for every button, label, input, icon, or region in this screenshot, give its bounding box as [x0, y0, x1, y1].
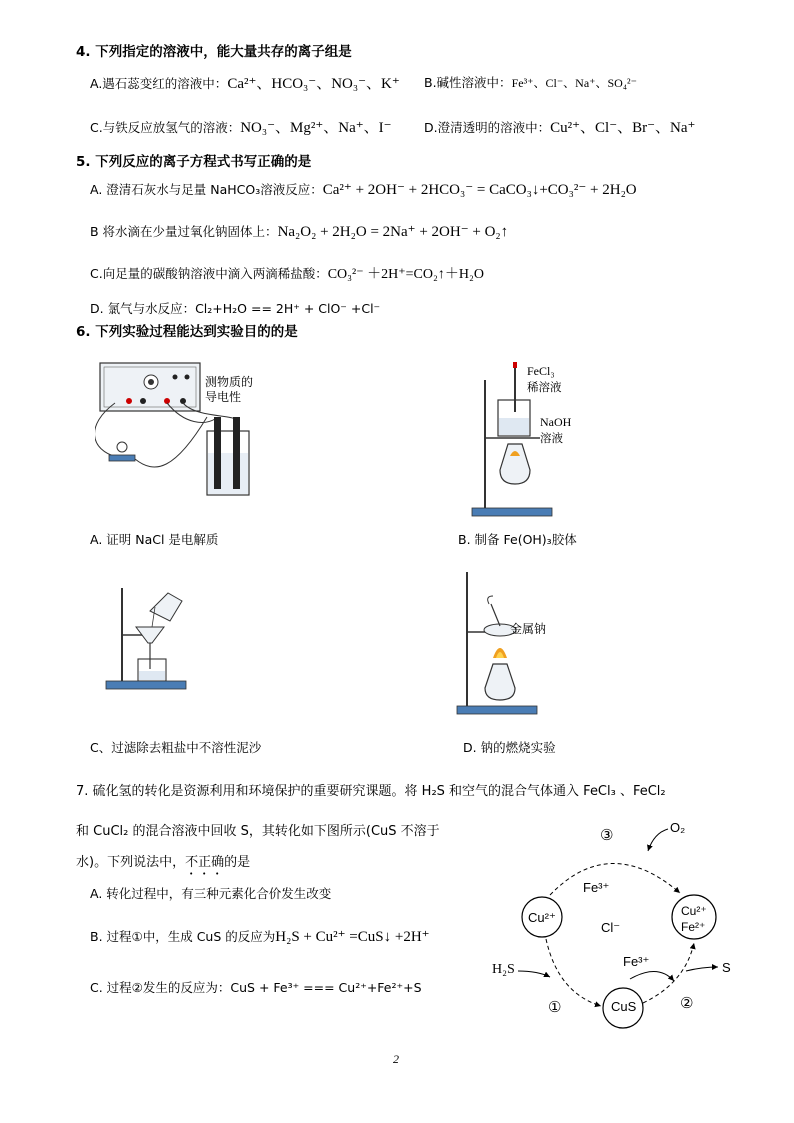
- q4-b-label: B.碱性溶液中：: [424, 75, 512, 90]
- diagram-o2: O₂: [670, 820, 686, 835]
- q4-d-label: D.澄清透明的溶液中：: [424, 120, 551, 135]
- fig-a-label-line1: 测物质的: [205, 375, 254, 389]
- q4-b-formula: Fe³⁺、Cl⁻、Na⁺、SO₄²⁻: [511, 76, 637, 90]
- fig-b-label-fecl3: FeCl₃: [527, 364, 555, 378]
- q7-stem-line3-pre: 水)。下列说法中，: [76, 855, 186, 870]
- q4-option-c: [90, 116, 392, 137]
- q7-stem-emphasis: 不正确: [185, 855, 225, 870]
- q5-option-a: [90, 180, 637, 199]
- q7-option-c: C. 过程②发生的反应为：CuS + Fe³⁺ === Cu²⁺+Fe²⁺+S: [90, 980, 422, 995]
- diagram-step-3: ③: [600, 826, 614, 844]
- q4-c-label: C.与铁反应放氢气的溶液：: [90, 120, 241, 135]
- fig-a-label-line2: 导电性: [205, 390, 242, 404]
- q5-a-label: A. 澄清石灰水与足量 NaHCO₃溶液反应：: [90, 182, 323, 197]
- q5-c-formula: CO₃²⁻ ＋2H⁺=CO₂↑＋H₂O: [327, 267, 484, 282]
- q4-option-d: [424, 116, 695, 137]
- q7-option-b: [90, 927, 430, 946]
- diagram-step-1: ①: [548, 998, 562, 1016]
- page-number: 2: [393, 1052, 399, 1066]
- h2s-arrow: [518, 971, 550, 977]
- diagram-h2s: H₂S: [492, 962, 515, 977]
- q6-caption-c: C、过滤除去粗盐中不溶性泥沙: [90, 740, 262, 755]
- q5-a-formula: Ca²⁺ + 2OH⁻ + 2HCO₃⁻ = CaCO₃↓+CO₃²⁻ + 2H₂O: [322, 182, 637, 198]
- q4-d-formula: Cu²⁺、Cl⁻、Br⁻、Na⁺: [550, 120, 696, 136]
- q7-stem-line1: 7. 硫化氢的转化是资源利用和环境保护的重要研究课题。将 H₂S 和空气的混合气体通入 FeCl₃ 、FeCl₂: [76, 784, 666, 799]
- figure-d-combustion: [455, 568, 545, 718]
- q4-a-formula: Ca²⁺、HCO₃⁻、NO₃⁻、K⁺: [227, 76, 400, 92]
- q4-stem: 4. 下列指定的溶液中，能大量共存的离子组是: [76, 44, 352, 60]
- fig-b-label-naoh: NaOH: [540, 415, 572, 429]
- q6-caption-b: B. 制备 Fe(OH)₃胶体: [458, 532, 577, 547]
- q5-b-label: B 将水滴在少量过氧化钠固体上：: [90, 224, 278, 239]
- q7-stem-line3-post: 的是: [224, 855, 251, 870]
- q4-option-a: [90, 72, 400, 93]
- diagram-fe2-right: Fe²⁺: [681, 920, 706, 934]
- q7-b-label: B. 过程①中，生成 CuS 的反应为: [90, 929, 276, 944]
- q6-caption-a: A. 证明 NaCl 是电解质: [90, 532, 219, 547]
- diagram-cu2: Cu²⁺: [528, 910, 556, 925]
- diagram-cus: CuS: [611, 999, 637, 1014]
- fe3-arrow: [630, 971, 674, 981]
- q4-a-label: A.遇石蕊变红的溶液中：: [90, 76, 228, 91]
- fig-d-label: 金属钠: [510, 622, 547, 636]
- q7-stem-line3: [76, 851, 250, 878]
- q5-option-c: [90, 263, 484, 283]
- q6-stem: 6. 下列实验过程能达到实验目的的是: [76, 324, 298, 340]
- top-arc-arrow: [550, 863, 680, 895]
- fig-b-label-solution: 溶液: [540, 431, 563, 445]
- fig-b-label-dilute: 稀溶液: [527, 380, 562, 394]
- left-arc-arrow: [546, 939, 601, 1006]
- q7-option-a: A. 转化过程中，有三种元素化合价发生改变: [90, 886, 332, 901]
- diagram-cu2-right: Cu²⁺: [681, 904, 707, 918]
- q4-option-b: [424, 73, 637, 91]
- diagram-cl: Cl⁻: [601, 920, 621, 935]
- q5-stem: 5. 下列反应的离子方程式书写正确的是: [76, 154, 312, 170]
- diagram-fe3-mid: Fe³⁺: [623, 954, 650, 969]
- q4-c-formula: NO₃⁻、Mg²⁺、Na⁺、I⁻: [240, 120, 392, 136]
- q6-caption-d: D. 钠的燃烧实验: [463, 740, 556, 755]
- q7-b-formula: H₂S + Cu²⁺ =CuS↓ +2H⁺: [275, 929, 430, 945]
- s-arrow: [686, 967, 718, 971]
- figure-c-filtration: [100, 583, 200, 695]
- q7-stem-line2: 和 CuCl₂ 的混合溶液中回收 S，其转化如下图所示(CuS 不溶于: [76, 824, 440, 839]
- o2-arrow: [648, 829, 668, 851]
- diagram-fe3-top: Fe³⁺: [583, 880, 610, 895]
- diagram-step-2: ②: [680, 994, 694, 1012]
- diagram-s: S: [722, 960, 731, 975]
- q5-option-d: D. 氯气与水反应：Cl₂+H₂O == 2H⁺ + ClO⁻ +Cl⁻: [90, 301, 381, 316]
- q5-c-label: C.向足量的碳酸钠溶液中滴入两滴稀盐酸：: [90, 266, 328, 281]
- q5-b-formula: Na₂O₂ + 2H₂O = 2Na⁺ + 2OH⁻ + O₂↑: [277, 224, 509, 240]
- q5-option-b: [90, 222, 508, 241]
